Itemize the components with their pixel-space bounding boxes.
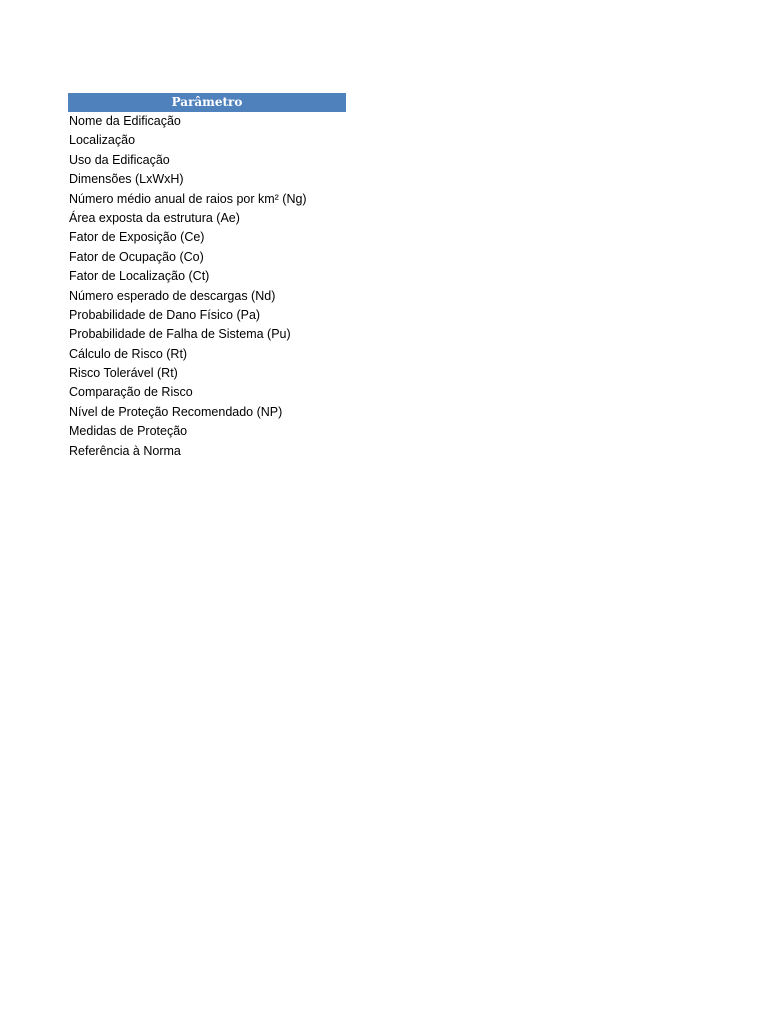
table-row: Fator de Exposição (Ce)	[69, 230, 205, 245]
parameter-list	[68, 112, 346, 461]
parameter-table	[68, 93, 346, 461]
table-row: Referência à Norma	[69, 443, 181, 458]
table-row: Fator de Ocupação (Co)	[69, 249, 204, 264]
table-row: Probabilidade de Falha de Sistema (Pu)	[69, 327, 291, 342]
table-row: Nível de Proteção Recomendado (NP)	[69, 404, 283, 419]
table-row: Medidas de Proteção	[69, 424, 188, 439]
table-row: Localização	[69, 133, 136, 148]
table-row: Risco Tolerável (Rt)	[69, 366, 178, 381]
table-row: Cálculo de Risco (Rt)	[69, 346, 188, 361]
table-row: Área exposta da estrutura (Ae)	[69, 210, 240, 225]
table-row: Dimensões (LxWxH)	[69, 172, 184, 187]
table-row: Número médio anual de raios por km² (Ng)	[69, 191, 307, 206]
table-row: Uso da Edificação	[69, 152, 170, 167]
table-row: Comparação de Risco	[69, 385, 193, 400]
table-row: Probabilidade de Dano Físico (Pa)	[69, 307, 261, 322]
table-row: Nome da Edificação	[69, 114, 181, 128]
table-row: Número esperado de descargas (Nd)	[69, 288, 276, 303]
table-header-parametro: Parâmetro	[68, 93, 346, 112]
table-row: Fator de Localização (Ct)	[69, 269, 210, 284]
